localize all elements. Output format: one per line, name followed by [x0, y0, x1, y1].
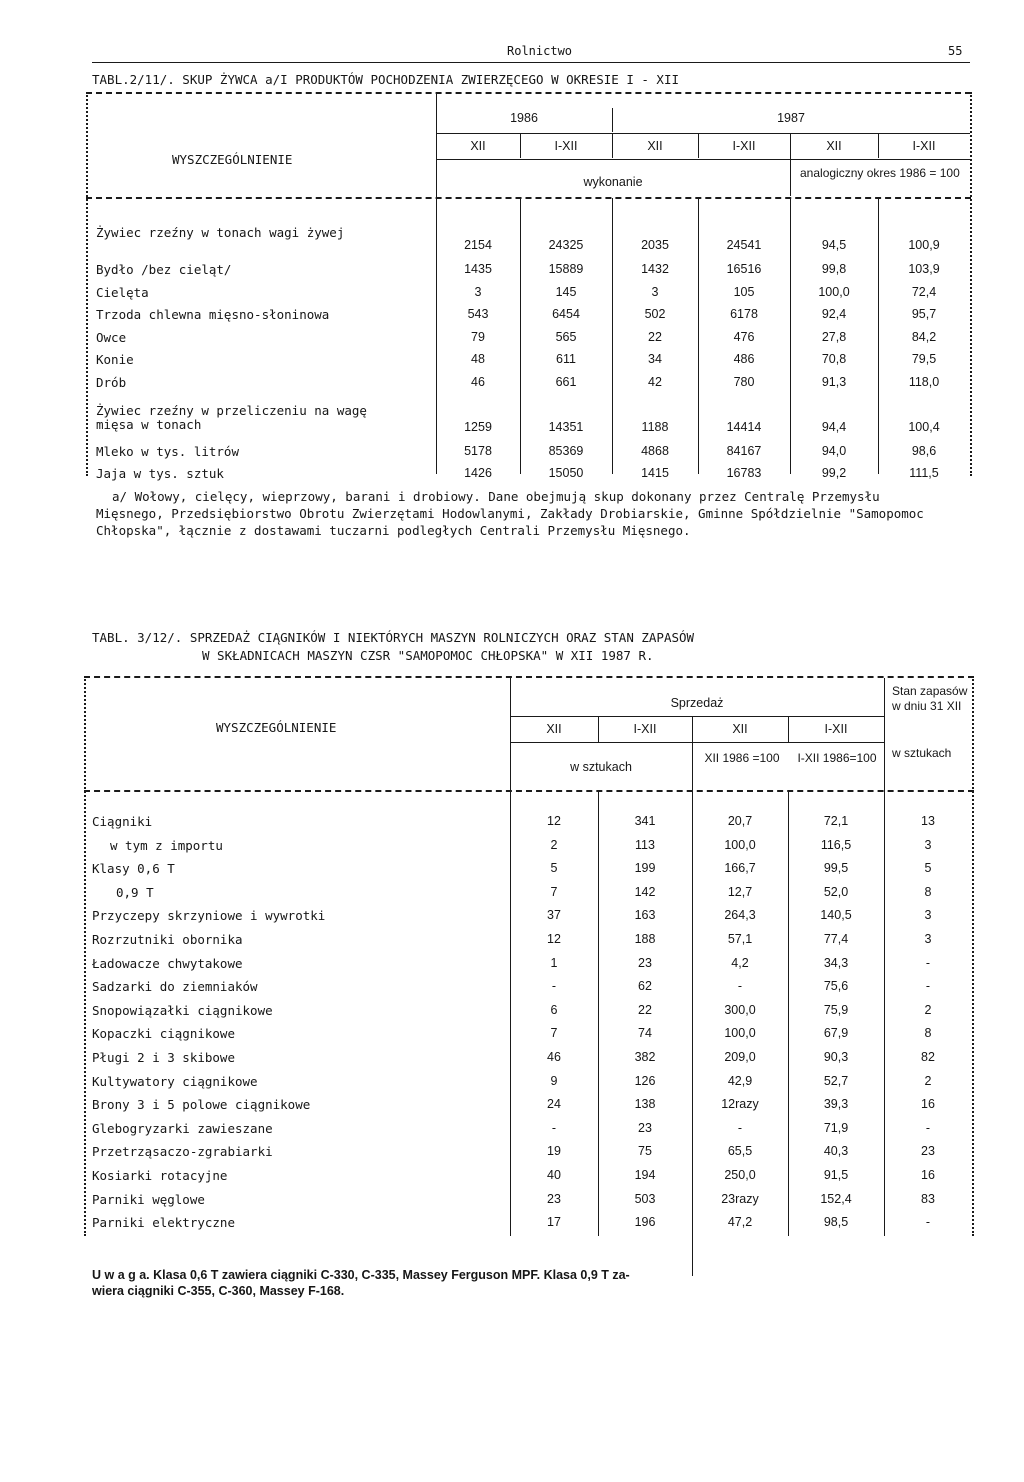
table2-cell: -: [737, 1121, 743, 1135]
table1-cell: 24541: [726, 238, 762, 252]
table1-cell: 611: [556, 352, 576, 366]
table2-row-label: w tym z importu: [110, 838, 223, 853]
table2-cell: 341: [634, 814, 656, 828]
table1-cell: 42: [648, 375, 662, 389]
table1-cell: 99,2: [821, 466, 847, 480]
table2-header-bottom-rule: [84, 790, 974, 792]
table2-note-line1: U w a g a. Klasa 0,6 T zawiera ciągniki C-330, C-335, Massey Ferguson MPF. Klasa 0,9 T za-: [92, 1268, 630, 1282]
table2-title-line2: W SKŁADNICACH MASZYN CZSR "SAMOPOMOC CHŁOPSKA" W XII 1987 R.: [202, 648, 654, 663]
table1-cell: 15050: [548, 466, 584, 480]
table2-period: XII: [546, 722, 562, 736]
table2-cell: 7: [550, 885, 558, 899]
table2-row-label: Ciągniki: [92, 814, 153, 829]
header-rule: [92, 62, 970, 63]
table2-row-label: Pługi 2 i 3 skibowe: [92, 1050, 235, 1065]
table2-cell: 16: [921, 1097, 935, 1111]
table2-top-rule: [84, 676, 974, 678]
table1-cell: 476: [733, 330, 755, 344]
table2-cell: 46: [547, 1050, 561, 1064]
table2-stock-unit: w sztukach: [892, 746, 952, 760]
table1-year-1986: 1986: [510, 111, 538, 125]
table2-cell: 34,3: [823, 956, 849, 970]
table2-cell: 250,0: [724, 1168, 756, 1182]
table1-period: XII: [826, 139, 842, 153]
table1-cell: 118,0: [908, 375, 940, 389]
table2-cell: 37: [547, 908, 561, 922]
table2-cell: 140,5: [820, 908, 852, 922]
table1-cell: 22: [648, 330, 662, 344]
table1-cell: 27,8: [821, 330, 847, 344]
table2-cell: 2: [924, 1074, 932, 1088]
table1-cell: 1415: [641, 466, 669, 480]
table2-cell: 382: [634, 1050, 656, 1064]
table2-cell: 23razy: [721, 1192, 759, 1206]
table2-cell: 40,3: [823, 1144, 849, 1158]
table2-row-label: Kopaczki ciągnikowe: [92, 1026, 235, 1041]
table1-cell: 72,4: [911, 285, 937, 299]
table2-cell: 2: [924, 1003, 932, 1017]
table2-cell: 75: [638, 1144, 652, 1158]
table1-cell: 4868: [641, 444, 669, 458]
table1-cell: 16783: [726, 466, 762, 480]
table2-stock-header: Stan zapasów w dniu 31 XII: [892, 684, 968, 713]
table2-cell: 67,9: [823, 1026, 849, 1040]
table2-cell: 5: [550, 861, 558, 875]
table1-row-label: Mleko w tys. litrów: [96, 444, 239, 459]
table2-period: XII: [732, 722, 748, 736]
table2-cell: 199: [634, 861, 656, 875]
table2-cell: 23: [547, 1192, 561, 1206]
table1-row-label: Jaja w tys. sztuk: [96, 466, 224, 481]
table1-cell: 94,4: [821, 420, 847, 434]
table1-cell: 100,0: [818, 285, 850, 299]
table2-cell: 194: [634, 1168, 656, 1182]
table2-cell: 71,9: [823, 1121, 849, 1135]
table1-period: I-XII: [554, 139, 578, 153]
table2-cell: 5: [924, 861, 932, 875]
table2-cell: 209,0: [724, 1050, 756, 1064]
table1-cell: 14414: [726, 420, 762, 434]
table1-row-label: Żywiec rzeźny w przeliczeniu na wagę mięsa w tonach: [96, 403, 367, 432]
table2-cell: 52,7: [823, 1074, 849, 1088]
table2-cell: 40: [547, 1168, 561, 1182]
table1-cell: 1435: [464, 262, 492, 276]
table2-cell: 100,0: [724, 1026, 756, 1040]
table1-right-border: [970, 92, 972, 476]
table1-header-bottom-rule: [86, 197, 971, 199]
table2-cell: -: [925, 979, 931, 993]
table1-period-rule: [436, 159, 970, 160]
table1-cell: 99,8: [821, 262, 847, 276]
table2-cell: 163: [634, 908, 656, 922]
table2-row-label: Przetrząsaczo-zgrabiarki: [92, 1144, 273, 1159]
table2-cell: 188: [634, 932, 656, 946]
table2-row-label: Glebogryzarki zawieszane: [92, 1121, 273, 1136]
table2-group-sales: Sprzedaż: [670, 696, 724, 710]
table2-row-label: Kosiarki rotacyjne: [92, 1168, 228, 1183]
table2-cell: 166,7: [724, 861, 756, 875]
table2-cell: 74: [638, 1026, 652, 1040]
table1-cell: 1188: [641, 420, 669, 434]
table2-cell: 39,3: [823, 1097, 849, 1111]
table2-cell: 138: [634, 1097, 656, 1111]
table2-cell: 13: [921, 814, 935, 828]
table1-row-label: Konie: [96, 352, 134, 367]
table1-cell: 84,2: [911, 330, 937, 344]
table1-left-border: [86, 92, 88, 476]
table1-cell: 100,9: [908, 238, 940, 252]
table2-row-label: Brony 3 i 5 polowe ciągnikowe: [92, 1097, 311, 1112]
table2-cell: -: [551, 979, 557, 993]
table2-cell: 17: [547, 1215, 561, 1229]
table2-period: I-XII: [633, 722, 657, 736]
table2-cell: 83: [921, 1192, 935, 1206]
table1-cell: 661: [555, 375, 577, 389]
table1-cell: 79: [471, 330, 485, 344]
table2-cell: 142: [634, 885, 656, 899]
table1-cell: 85369: [548, 444, 584, 458]
table1-row-label: Drób: [96, 375, 127, 390]
table1-top-rule: [86, 92, 971, 94]
table2-row-label: Przyczepy skrzyniowe i wywrotki: [92, 908, 326, 923]
table1-stub-header: WYSZCZEGÓLNIENIE: [172, 152, 293, 167]
table1-period: XII: [647, 139, 663, 153]
table2-row-label: Parniki węglowe: [92, 1192, 205, 1207]
table2-row-label: Snopowiązałki ciągnikowe: [92, 1003, 273, 1018]
table2-cell: 22: [638, 1003, 652, 1017]
table2-cell: 75,6: [823, 979, 849, 993]
table2-row-label: Ładowacze chwytakowe: [92, 956, 243, 971]
table2-cell: 100,0: [724, 838, 756, 852]
table1-period: XII: [470, 139, 486, 153]
table2-cell: 57,1: [727, 932, 753, 946]
table2-cell: 23: [638, 956, 652, 970]
table2-cell: 503: [634, 1192, 656, 1206]
table2-stub-header: WYSZCZEGÓLNIENIE: [216, 720, 337, 735]
table1-cell: 103,9: [908, 262, 940, 276]
table2-cell: 91,5: [823, 1168, 849, 1182]
table2-cell: 116,5: [820, 838, 852, 852]
table1-cell: 24325: [548, 238, 584, 252]
table1-group-execution: wykonanie: [583, 175, 643, 189]
table1-cell: 565: [555, 330, 577, 344]
table2-cell: 3: [924, 838, 932, 852]
table2-cell: -: [925, 1121, 931, 1135]
table2-cell: 19: [547, 1144, 561, 1158]
table2-cell: 126: [634, 1074, 656, 1088]
table1-cell: 1259: [464, 420, 492, 434]
table1-cell: 5178: [464, 444, 492, 458]
table1-cell: 3: [651, 285, 659, 299]
table1-cell: 84167: [726, 444, 762, 458]
table1-cell: 92,4: [821, 307, 847, 321]
page-number: 55: [948, 44, 963, 58]
table2-cell: 82: [921, 1050, 935, 1064]
table2-cell: 42,9: [727, 1074, 753, 1088]
table1-cell: 105: [733, 285, 755, 299]
table1-cell: 1426: [464, 466, 492, 480]
table2-cell: 65,5: [727, 1144, 753, 1158]
table1-cell: 95,7: [911, 307, 937, 321]
table2-cell: 75,9: [823, 1003, 849, 1017]
table1-cell: 502: [644, 307, 666, 321]
table2-group-rule: [510, 716, 884, 717]
table2-cell: 52,0: [823, 885, 849, 899]
table2-cell: 12: [547, 814, 561, 828]
table1-year-rule: [436, 133, 970, 134]
table2-title-line1: TABL. 3/12/. SPRZEDAŻ CIĄGNIKÓW I NIEKTÓRYCH MASZYN ROLNICZYCH ORAZ STAN ZAPASÓW: [92, 630, 695, 645]
table2-cell: 8: [924, 885, 932, 899]
table1-cell: 486: [733, 352, 755, 366]
table1-cell: 48: [471, 352, 485, 366]
table2-row-label: Rozrzutniki obornika: [92, 932, 243, 947]
table1-row-label: Żywiec rzeźny w tonach wagi żywej: [96, 225, 345, 240]
table2-cell: 7: [550, 1026, 558, 1040]
table2-cell: 196: [634, 1215, 656, 1229]
table2-cell: 99,5: [823, 861, 849, 875]
table2-cell: 113: [635, 838, 655, 852]
table2-cell: 12: [547, 932, 561, 946]
table2-cell: 20,7: [727, 814, 753, 828]
table2-cell: -: [551, 1121, 557, 1135]
table2-cell: 24: [547, 1097, 561, 1111]
table1-cell: 94,5: [821, 238, 847, 252]
table2-period-rule: [510, 742, 884, 743]
table2-cell: 9: [550, 1074, 558, 1088]
table2-cell: -: [737, 979, 743, 993]
table2-row-label: Sadzarki do ziemniaków: [92, 979, 258, 994]
table1-cell: 14351: [548, 420, 584, 434]
table2-right-border: [972, 676, 974, 1236]
table1-cell: 79,5: [911, 352, 937, 366]
table1-cell: 2154: [464, 238, 492, 252]
table1-year-1987: 1987: [777, 111, 805, 125]
table1-cell: 2035: [641, 238, 669, 252]
table2-row-label: 0,9 T: [116, 885, 154, 900]
table2-note-line2: wiera ciągniki C-355, C-360, Massey F-168.: [92, 1284, 345, 1298]
table2-cell: 90,3: [823, 1050, 849, 1064]
table2-cell: 2: [550, 838, 558, 852]
table1-title: TABL.2/11/. SKUP ŻYWCA a/I PRODUKTÓW POCHODZENIA ZWIERZĘCEGO W OKRESIE I - XII: [92, 72, 679, 87]
table2-cell: 6: [550, 1003, 558, 1017]
table2-cell: 23: [638, 1121, 652, 1135]
table1-period: I-XII: [732, 139, 756, 153]
table2-index-xii: XII 1986 =100: [704, 751, 780, 765]
table2-cell: 264,3: [724, 908, 756, 922]
table1-cell: 6454: [552, 307, 580, 321]
table2-cell: 1: [550, 956, 558, 970]
table1-period: I-XII: [912, 139, 936, 153]
table1-cell: 16516: [726, 262, 762, 276]
table1-row-label: Cielęta: [96, 285, 149, 300]
table2-cell: 98,5: [823, 1215, 849, 1229]
table1-cell: 70,8: [821, 352, 847, 366]
table1-footnote: a/ Wołowy, cielęcy, wieprzowy, barani i drobiowy. Dane obejmują skup dokonany przez Centralę Przemysłu Mięsnego, Przedsiębiorstwo Obrotu Zwierzętami Hodowlanymi, Zakłady Drobiarskie, Gminne Spółdzielnie "Samopomoc Chłopska", łącznie z dostawami tuczarni podległych Centrali Przemysłu Mięsnego.: [96, 489, 924, 538]
table2-cell: 4,2: [731, 956, 749, 970]
table1-cell: 46: [471, 375, 485, 389]
table1-row-label: Bydło /bez cieląt/: [96, 262, 232, 277]
table1-cell: 100,4: [908, 420, 940, 434]
table2-unit-pieces: w sztukach: [570, 760, 632, 774]
table1-cell: 145: [555, 285, 577, 299]
table1-cell: 34: [648, 352, 662, 366]
table2-cell: 3: [924, 908, 932, 922]
table2-period: I-XII: [824, 722, 848, 736]
table1-cell: 111,5: [909, 466, 939, 480]
table1-group-analog: analogiczny okres 1986 = 100: [800, 166, 960, 180]
table2-cell: 72,1: [823, 814, 849, 828]
table2-cell: 62: [638, 979, 652, 993]
table2-cell: -: [925, 1215, 931, 1229]
table2-row-label: Parniki elektryczne: [92, 1215, 235, 1230]
table2-index-ixii: I-XII 1986=100: [797, 751, 877, 765]
table2-cell: 12,7: [727, 885, 753, 899]
table2-cell: 3: [924, 932, 932, 946]
table1-cell: 6178: [730, 307, 758, 321]
table1-cell: 98,6: [911, 444, 937, 458]
table2-cell: 16: [921, 1168, 935, 1182]
table2-cell: -: [925, 956, 931, 970]
table1-cell: 780: [733, 375, 755, 389]
table2-row-label: Kultywatory ciągnikowe: [92, 1074, 258, 1089]
running-header: Rolnictwo: [507, 44, 573, 58]
table2-cell: 23: [921, 1144, 935, 1158]
table2-cell: 47,2: [727, 1215, 753, 1229]
table1-cell: 15889: [548, 262, 584, 276]
table2-cell: 12razy: [721, 1097, 759, 1111]
table1-cell: 94,0: [821, 444, 847, 458]
table1-cell: 543: [467, 307, 489, 321]
table2-cell: 77,4: [823, 932, 849, 946]
table2-cell: 152,4: [820, 1192, 852, 1206]
table1-cell: 91,3: [821, 375, 847, 389]
table2-cell: 8: [924, 1026, 932, 1040]
table1-row-label: Owce: [96, 330, 127, 345]
table1-cell: 3: [474, 285, 482, 299]
table1-cell: 1432: [641, 262, 669, 276]
table1-row-label: Trzoda chlewna mięsno-słoninowa: [96, 307, 330, 322]
table2-left-border: [84, 676, 86, 1236]
table2-row-label: Klasy 0,6 T: [92, 861, 175, 876]
table2-cell: 300,0: [724, 1003, 756, 1017]
